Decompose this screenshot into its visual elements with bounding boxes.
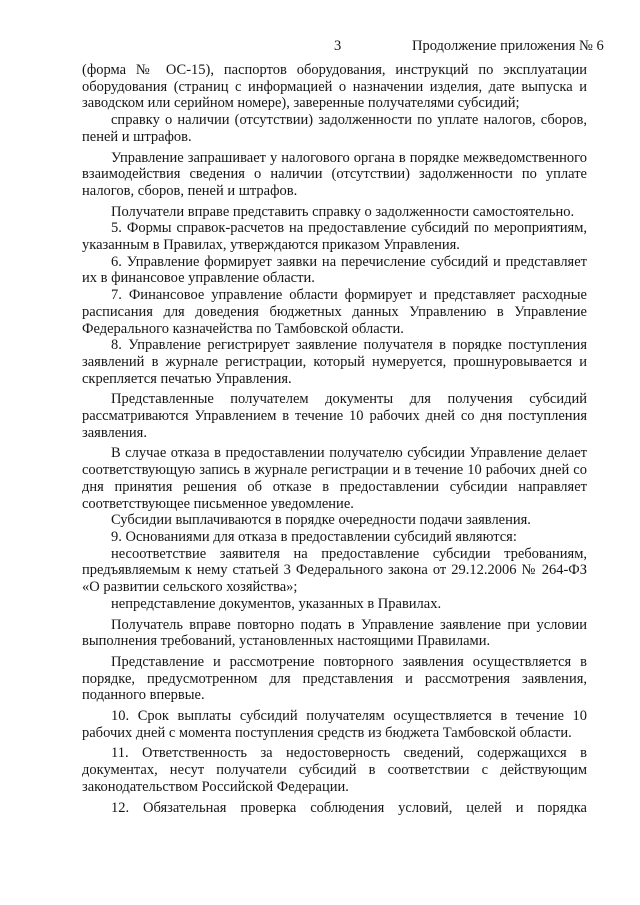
body-paragraph: 6. Управление формирует заявки на перечисление субсидий и представляет их в финансовое управление области. (82, 253, 587, 287)
page-number: 3 (334, 38, 342, 54)
page-header (0, 38, 640, 58)
body-paragraph: Управление запрашивает у налогового органа в порядке межведомственного взаимодействия сведения о наличии (отсутствии) задолженности по уплате налогов, сборов, пеней и штрафов. (82, 149, 587, 199)
body-paragraph: 7. Финансовое управление области формирует и представляет расходные расписания для доведения бюджетных данных Управлению в Управление Федерального казначейства по Тамбовской области. (82, 287, 587, 337)
body-paragraph: справку о наличии (отсутствии) задолженности по уплате налогов, сборов, пеней и штрафов. (82, 112, 587, 145)
body-paragraph: Получатель вправе повторно подать в Управление заявление при условии выполнения требований, установленных настоящими Правилами. (82, 616, 587, 650)
body-paragraph: В случае отказа в предоставлении получателю субсидии Управление делает соответствующую запись в журнале регистрации и в течение 10 рабочих дней со дня принятия решения об отказе в предоставлении субсидии направляет соответствующее письменное уведомление. (82, 445, 587, 512)
body-paragraph: 9. Основаниями для отказа в предоставлении субсидий являются: (111, 528, 517, 545)
body-paragraph: (форма № ОС-15), паспортов оборудования, инструкций по эксплуатации оборудования (страниц с информацией о назначении изделия, дате выпуска и заводском или серийном номере), заверенные получателями субсидий; (82, 62, 587, 112)
body-paragraph: 11. Ответственность за недостоверность сведений, содержащихся в документах, несут получатели субсидий в соответствии с действующим законодательством Российской Федерации. (82, 745, 587, 795)
body-paragraph: 8. Управление регистрирует заявление получателя в порядке поступления заявлений в журнале регистрации, который нумеруется, прошнуровывается и скрепляется печатью Управления. (82, 337, 587, 387)
body-paragraph: Получатели вправе представить справку о задолженности самостоятельно. (111, 203, 575, 220)
body-paragraph: 10. Срок выплаты субсидий получателям осуществляется в течение 10 рабочих дней с момента поступления средств из бюджета Тамбовской области. (82, 708, 587, 741)
body-paragraph: Субсидии выплачиваются в порядке очередности подачи заявления. (111, 512, 531, 529)
document-body (82, 62, 587, 816)
body-paragraph: несоответствие заявителя на предоставление субсидии требованиям, предъявляемым к нему статьей 3 Федерального закона от 29.12.2006 № 264-ФЗ «О развитии сельского хозяйства»; (82, 545, 587, 596)
body-paragraph: 5. Формы справок-расчетов на предоставление субсидий по мероприятиям, указанным в Правилах, утверждаются приказом Управления. (82, 220, 587, 254)
body-paragraph: непредставление документов, указанных в Правилах. (111, 595, 442, 612)
body-paragraph: 12. Обязательная проверка соблюдения условий, целей и порядка (111, 799, 587, 816)
body-paragraph: Представленные получателем документы для получения субсидий рассматриваются Управлением в течение 10 рабочих дней со дня поступления заявления. (82, 391, 587, 441)
body-paragraph: Представление и рассмотрение повторного заявления осуществляется в порядке, предусмотренном для представления и рассмотрения заявления, поданного впервые. (82, 653, 587, 704)
appendix-continuation-note: Продолжение приложения № 6 (412, 38, 604, 54)
